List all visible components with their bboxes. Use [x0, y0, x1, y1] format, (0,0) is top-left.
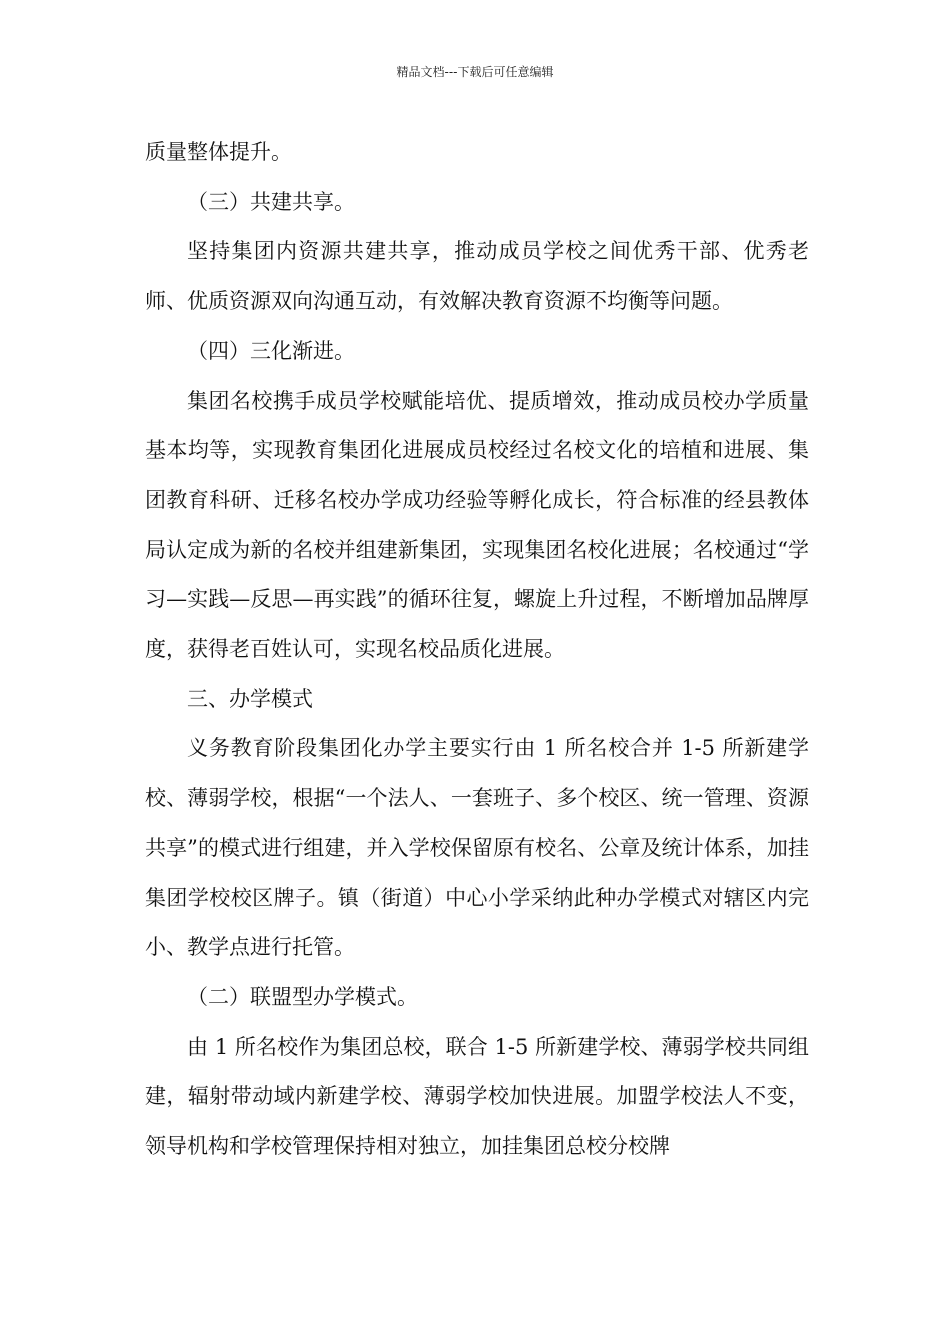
document-body: [145, 128, 809, 1172]
subheading-three-stages: （四）三化渐进。: [187, 338, 355, 363]
section-heading-school-model: 三、办学模式: [187, 686, 313, 711]
page-header: 精品文档---下载后可任意编辑: [396, 65, 554, 79]
paragraph-three-stages: 集团名校携手成员学校赋能培优、提质增效，推动成员校办学质量基本均等，实现教育集团化进展成员校经过名校文化的培植和进展、集团教育科研、迁移名校办学成功经验等孵化成长，符合标准的经县教体局认定成为新的名校并组建新集团，实现集团名校化进展；名校通过“学习—实践—反思—再实践”的循环往复，螺旋上升过程，不断增加品牌厚度，获得老百姓认可，实现名校品质化进展。: [145, 388, 809, 662]
paragraph-continuation: 质量整体提升。: [145, 140, 292, 164]
paragraph-merger-model: 义务教育阶段集团化办学主要实行由 1 所名校合并 1-5 所新建学校、薄弱学校，根据“一个法人、一套班子、多个校区、统一管理、资源共享”的模式进行组建，并入学校保留原有校名、公章及统计体系，加挂集团学校校区牌子。镇（街道）中心小学采纳此种办学模式对辖区内完小、教学点进行托管。: [145, 736, 809, 960]
paragraph-resource-sharing: 坚持集团内资源共建共享，推动成员学校之间优秀干部、优秀老师、优质资源双向沟通互动，有效解决教育资源不均衡等问题。: [145, 239, 809, 314]
subheading-alliance-model: （二）联盟型办学模式。: [187, 984, 418, 1009]
paragraph-alliance-model: 由 1 所名校作为集团总校，联合 1-5 所新建学校、薄弱学校共同组建，辐射带动域内新建学校、薄弱学校加快进展。加盟学校法人不变，领导机构和学校管理保持相对独立，加挂集团总校分校牌: [145, 1034, 809, 1159]
subheading-shared-construction: （三）共建共享。: [187, 189, 355, 214]
